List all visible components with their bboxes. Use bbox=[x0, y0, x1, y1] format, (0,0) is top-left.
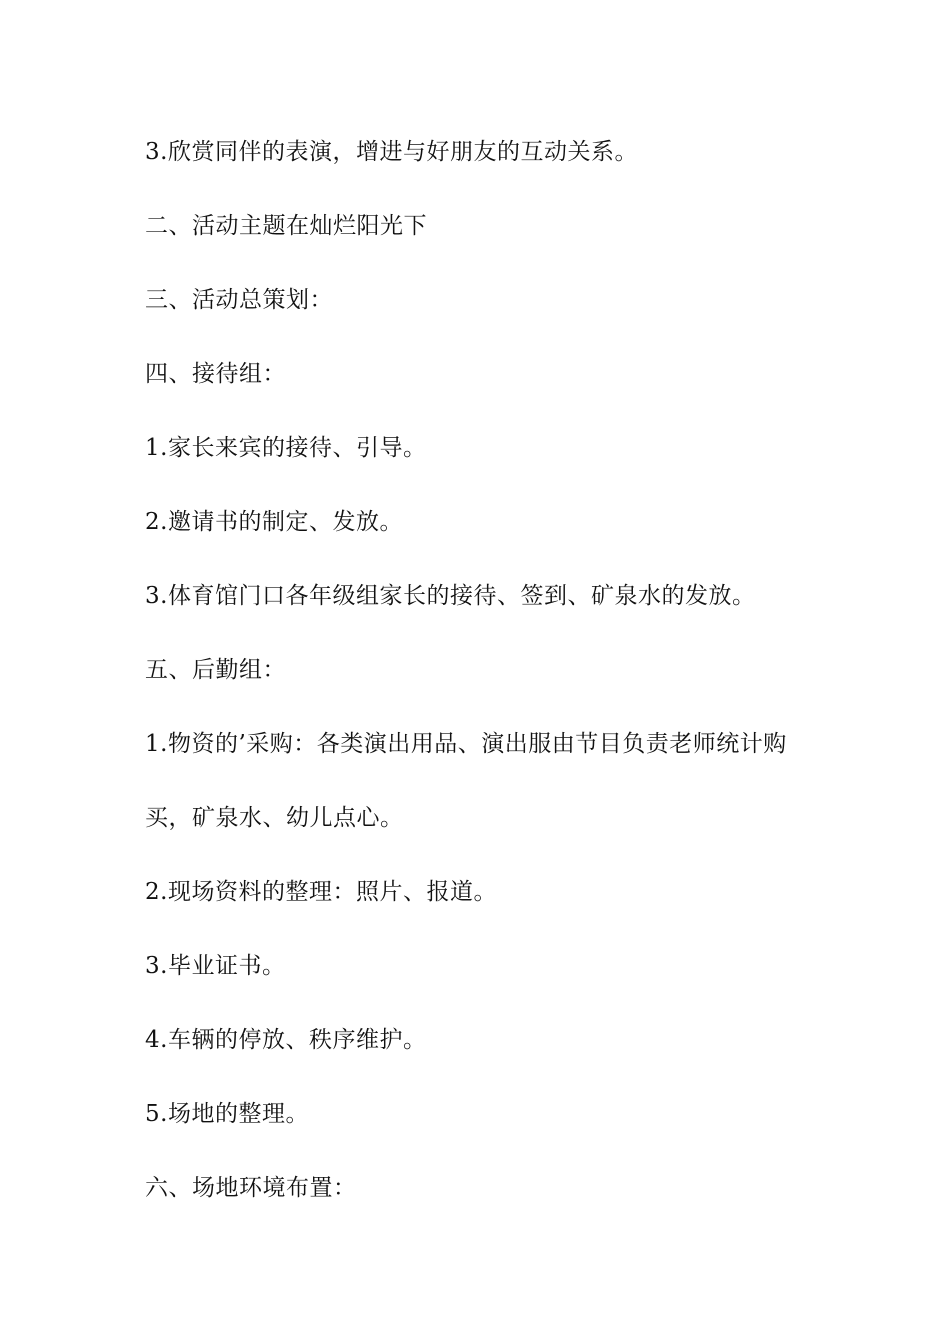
section-5-heading: 五、后勤组： bbox=[145, 657, 286, 683]
section-2-theme: 二、活动主题在灿烂阳光下 bbox=[145, 213, 427, 239]
document-body bbox=[145, 131, 825, 1241]
logistics-item-2: 2.现场资料的整理：照片、报道。 bbox=[145, 879, 497, 905]
goal-item-3: 3.欣赏同伴的表演，增进与好朋友的互动关系。 bbox=[145, 139, 638, 165]
section-6-heading: 六、场地环境布置： bbox=[145, 1175, 357, 1201]
reception-item-2: 2.邀请书的制定、发放。 bbox=[145, 509, 403, 535]
logistics-item-5: 5.场地的整理。 bbox=[145, 1101, 309, 1127]
reception-item-3: 3.体育馆门口各年级组家长的接待、签到、矿泉水的发放。 bbox=[145, 583, 756, 609]
section-3-heading: 三、活动总策划： bbox=[145, 287, 333, 313]
logistics-item-1: 1.物资的’采购：各类演出用品、演出服由节目负责老师统计购 bbox=[145, 731, 787, 757]
section-4-heading: 四、接待组： bbox=[145, 361, 286, 387]
logistics-item-3: 3.毕业证书。 bbox=[145, 953, 286, 979]
logistics-item-1-continued: 买，矿泉水、幼儿点心。 bbox=[145, 805, 404, 831]
logistics-item-4: 4.车辆的停放、秩序维护。 bbox=[145, 1027, 427, 1053]
reception-item-1: 1.家长来宾的接待、引导。 bbox=[145, 435, 427, 461]
